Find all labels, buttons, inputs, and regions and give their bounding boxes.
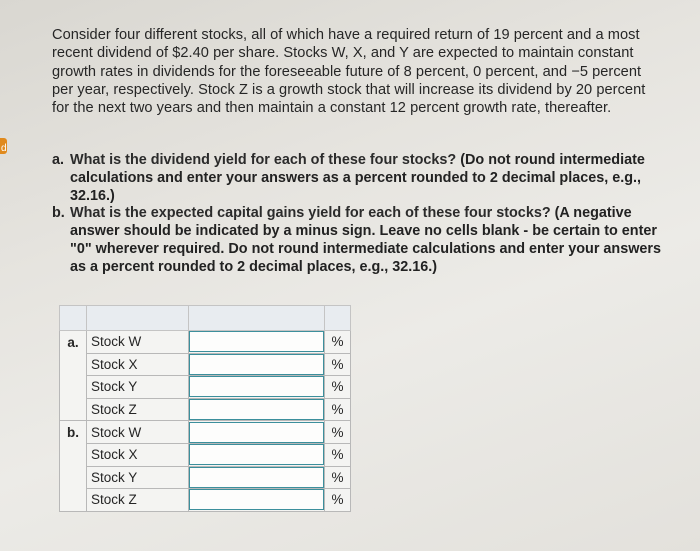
question-text: What is the expected capital gains yield for each of these four stocks? xyxy=(70,205,551,222)
table-row xyxy=(60,443,351,466)
table-row xyxy=(60,421,351,444)
table-row xyxy=(60,398,351,421)
percent-unit: % xyxy=(325,421,351,444)
table-row xyxy=(60,489,351,512)
table-row xyxy=(60,466,351,489)
question-text: What is the dividend yield for each of these four stocks? xyxy=(70,152,457,168)
question-a xyxy=(52,152,672,205)
table-row xyxy=(60,331,351,354)
percent-unit: % xyxy=(325,331,351,354)
percent-unit: % xyxy=(325,376,351,399)
stock-label: Stock Z xyxy=(87,489,189,512)
problem-statement: Consider four different stocks, all of which have a required return of 19 percent and a most recent dividend of $2.40 per share. Stocks W, X, and Y are expected to maintain constant growth rates in dividends for the foreseeable future of 8 percent, 0 percent, and −5 percent per year, respectively. Stock Z is a growth stock that will increase its dividend by 20 percent for the next two years and then maintain a constant 12 percent growth rate, thereafter. xyxy=(52,27,646,117)
header-cell xyxy=(325,306,351,331)
answer-input-b-stock-y[interactable] xyxy=(189,467,324,488)
question-letter: a. xyxy=(52,152,65,168)
stock-label: Stock W xyxy=(87,331,189,354)
answer-table xyxy=(59,305,351,512)
answer-input-a-stock-w[interactable] xyxy=(189,331,324,352)
table-row xyxy=(60,353,351,376)
edge-tab xyxy=(0,138,7,154)
question-b xyxy=(52,205,672,276)
percent-unit: % xyxy=(325,443,351,466)
answer-input-b-stock-w[interactable] xyxy=(189,422,324,443)
table-row xyxy=(60,376,351,399)
question-instructions: (Do not round intermediate calculations and enter your answers as a percent rounded to 2 decimal places, e.g., 32.16.) xyxy=(70,152,645,204)
header-cell xyxy=(189,306,325,331)
percent-unit: % xyxy=(325,353,351,376)
header-cell xyxy=(87,306,189,331)
percent-unit: % xyxy=(325,398,351,421)
percent-unit: % xyxy=(325,489,351,512)
stock-label: Stock W xyxy=(87,421,189,444)
header-cell xyxy=(60,306,87,331)
answer-input-b-stock-x[interactable] xyxy=(189,444,324,465)
answer-input-b-stock-z[interactable] xyxy=(189,489,324,510)
answer-input-a-stock-z[interactable] xyxy=(189,399,324,420)
answer-input-a-stock-x[interactable] xyxy=(189,354,324,375)
stock-label: Stock Z xyxy=(87,398,189,421)
questions xyxy=(52,152,672,277)
stock-label: Stock X xyxy=(87,443,189,466)
question-letter: b. xyxy=(52,205,65,222)
stock-label: Stock Y xyxy=(87,376,189,399)
part-letter: b. xyxy=(60,421,87,511)
stock-label: Stock X xyxy=(87,353,189,376)
edge-tab-label: d xyxy=(1,143,7,154)
percent-unit: % xyxy=(325,466,351,489)
table-header-row xyxy=(60,306,351,331)
stock-label: Stock Y xyxy=(87,466,189,489)
part-letter: a. xyxy=(60,331,87,421)
answer-input-a-stock-y[interactable] xyxy=(189,376,324,397)
question-instructions: (A negative answer should be indicated by a minus sign. Leave no cells blank - be certain to enter "0" wherever required. Do not round intermediate calculations and enter your answers as a percent rounded to 2 decimal places, e.g., 32.16.) xyxy=(70,205,662,275)
